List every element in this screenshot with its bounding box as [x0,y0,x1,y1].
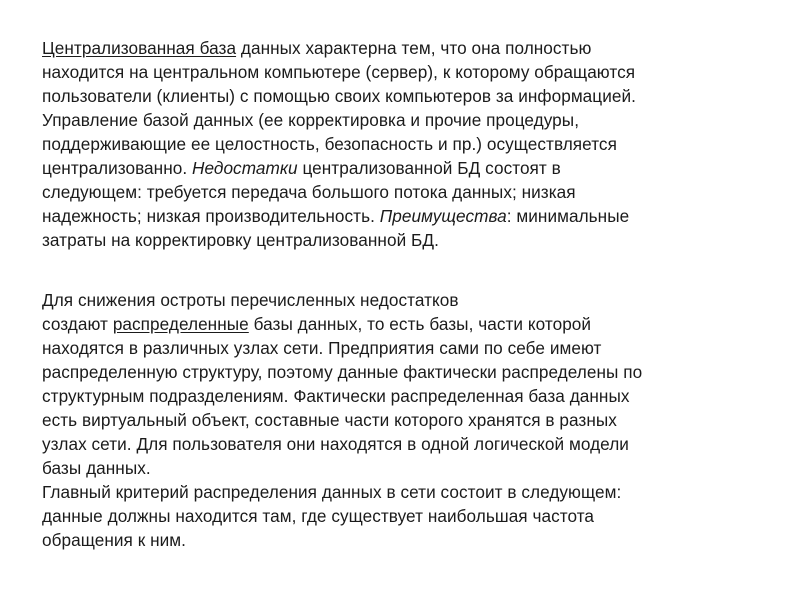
text-line [42,156,742,180]
text-line: есть виртуальный объект, составные части которого хранятся в разных [42,410,617,430]
text-line: пользователи (клиенты) с помощью своих компьютеров за информацией. [42,86,636,106]
text-line: базы данных. [42,458,151,478]
text-fragment: централизованной БД состоят в [297,158,561,178]
text-fragment: данных характерна тем, что она полностью [236,38,592,58]
term-distributed: распределенные [112,314,249,334]
paragraph-centralized-db [42,36,742,252]
text-fragment: надежность; низкая производительность. [42,206,380,226]
text-line: затраты на корректировку централизованной БД. [42,230,439,250]
text-fragment: централизованно. [42,158,193,178]
text-line: обращения к ним. [42,530,186,550]
text-line [42,204,742,228]
text-fragment: создают [42,314,113,334]
term-centralized-db: Централизованная база [42,38,237,58]
emphasis-advantages: Преимущества [379,206,507,226]
text-line: узлах сети. Для пользователя они находятся в одной логической модели [42,434,629,454]
text-line: распределенную структуру, поэтому данные фактически распределены по [42,362,643,382]
text-line: Для снижения остроты перечисленных недостатков [42,290,459,310]
text-line: Управление базой данных (ее корректировка и прочие процедуры, [42,110,580,130]
emphasis-disadvantages: Недостатки [192,158,298,178]
text-line: следующем: требуется передача большого потока данных; низкая [42,182,576,202]
text-line [42,36,742,60]
paragraph-distributed-db [42,288,742,552]
text-fragment: : минимальные [506,206,630,226]
text-line: находятся в различных узлах сети. Предприятия сами по себе имеют [42,338,602,358]
text-line: находится на центральном компьютере (сервер), к которому обращаются [42,62,636,82]
text-line: Главный критерий распределения данных в сети состоит в следующем: [42,482,622,502]
text-fragment: базы данных, то есть базы, части которой [248,314,592,334]
text-line: поддерживающие ее целостность, безопасность и пр.) осуществляется [42,134,617,154]
text-line [42,312,742,336]
text-line: структурным подразделениям. Фактически распределенная база данных [42,386,630,406]
text-line: данные должны находится там, где существует наибольшая частота [42,506,595,526]
